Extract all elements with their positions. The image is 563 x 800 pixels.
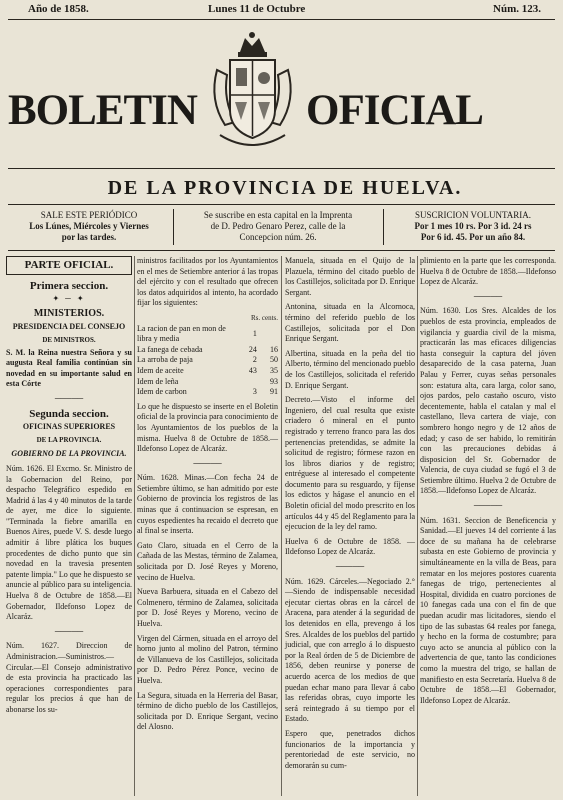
mine-la-segura: La Segura, situada en la Herreria del Basar, término de dicho pueblo de los Castillejos, solicitada por D. Enrique Sergant, vecino del Alosno.	[137, 690, 278, 732]
price-cell-ct: 93	[270, 376, 278, 386]
coat-of-arms-icon	[205, 30, 300, 160]
publication-schedule: SALE ESTE PERIÓDICO Los Lúnes, Miércoles y Viernes por las tardes.	[29, 210, 149, 242]
article-1627-cont: ministros facilitados por los Ayuntamientos en el mes de Setiembre anterior á las tropas del ejército y con el resultado que ofrecen los datos adquiridos al intento, ha acordado fijar los siguientes:	[137, 256, 278, 308]
price-cell-rs: 43	[248, 365, 257, 375]
divider	[8, 19, 555, 20]
divider	[8, 168, 555, 169]
article-1629-closing: plimiento en la parte que les corresponda. Huelva 8 de Octubre de 1858.—Ildefonso Lopez de Alcaráz.	[420, 256, 556, 287]
price-cell-rs	[236, 377, 257, 388]
price-cell-ct: 50	[270, 355, 278, 365]
mine-antonina: Antonina, situada en la Alcornoca, término del referido pueblo de los Castillejos, solicitada por el Don Enrique Sergant.	[285, 302, 415, 344]
article-1628: Núm. 1628. Minas.—Con fecha 24 de Setiembre último, se han admitido por este Gobierno de provincia los registros de las minas que á continuacion se espresan, en cuyos espedientes ha recaido el decreto que al final se inserta.	[137, 473, 278, 536]
price-row	[137, 355, 278, 366]
decree-signature: Huelva 6 de Octubre de 1858. —Ildefonso Lopez de Alcaráz.	[285, 536, 415, 557]
price-cell-item: La arroba de paja	[137, 355, 193, 365]
column-4	[420, 256, 556, 710]
separator: ─────	[54, 393, 84, 403]
separator: ─────	[54, 626, 84, 636]
section-heading: Primera seccion.	[29, 279, 109, 292]
separator: ─────	[473, 501, 503, 511]
divider	[8, 250, 555, 251]
column-3	[285, 256, 415, 775]
price-cell-rs: 3	[252, 387, 257, 397]
decree-text: Decreto.—Visto el informe del Ingeniero, del cual resulta que existe criadero ó mineral en el punto registrado y terreno franco para las dos pertenencias pretendidas, se admite la solicitud de registro; fórmese razon en los libros diarios y de registro; entréguese al interesado el competente documento para su resguardo, y fíjense los edictos y hágase el anuncio en el Boletin oficial del modo prescrito en los artículos 44 y 45 del Reglamento para la ejecucion de la ley del ramo.	[285, 395, 415, 532]
price-cell-ct: 91	[270, 387, 278, 397]
dateline	[8, 3, 555, 17]
subscription-address: Se suscribe en esta capital en la Imprenta de D. Pedro Genaro Perez, calle de la Concepcion núm. 26.	[203, 210, 353, 242]
price-cell-rs: 1	[252, 328, 257, 338]
column-1	[6, 256, 132, 720]
section-heading: Segunda seccion.	[29, 407, 109, 420]
subscription-info	[8, 207, 555, 247]
masthead-subtitle: DE LA PROVINCIA DE HUELVA.	[107, 177, 463, 199]
price-row	[137, 387, 278, 398]
mine-virgen-del-carmen: Virgen del Cármen, situada en el arroyo del horno junto al molino del Patron, término de Villanueva de los Castillejos, solicitada por D. Pedro Pérez Ponce, vecino de Huelva.	[137, 633, 278, 685]
price-cell-item: Idem de carbon	[137, 387, 187, 397]
article-1627: Núm. 1627. Direccion de Administracion.—Suministros.—Circular.—El Consejo administrativo de esta provincia ha practicado las operaciones correspondientes para regular los precios á que han de abonarse los su-	[6, 641, 132, 714]
price-cell-ct: 16	[270, 344, 278, 354]
price-row	[137, 345, 278, 356]
oficinas-heading: OFICINAS SUPERIORES	[22, 422, 116, 432]
price-cell-item: Idem de leña	[137, 376, 179, 386]
divider	[173, 209, 174, 245]
divider	[8, 204, 555, 205]
mine-manuela: Manuela, situada en el Quijo de la Plazuela, término del citado pueblo de los Castillejos, solicitada por D. Enrique Sergant.	[285, 256, 415, 297]
masthead-title-left: BOLETIN	[8, 87, 197, 134]
price-cell-ct	[257, 324, 278, 345]
price-cell-ct: 35	[270, 365, 278, 375]
ornament: ✦ ─ ✦	[52, 294, 86, 304]
article-1629-cont: Espero que, penetrados dichos funcionarios de la importancia y perentoriedad de este servicio, no demorarán su cum-	[285, 728, 415, 770]
ministros-subheading: DE MINISTROS.	[42, 335, 96, 344]
price-cell-rs: 2	[252, 355, 257, 365]
price-cell-item: La racion de pan en mon de libra y media	[137, 323, 226, 344]
issue-year: Año de 1858.	[28, 3, 89, 15]
gobierno-heading: GOBIERNO DE LA PROVINCIA.	[11, 449, 127, 459]
price-row	[137, 366, 278, 377]
separator: ─────	[335, 562, 365, 572]
mine-nueva-barbuera: Nueva Barbuera, situada en el Cabezo del Colmenero, término de Zalamea, solicitada por D. José Reyes y Moreno, vecino de Huelva.	[137, 587, 278, 628]
article-1626: Núm. 1626. El Excmo. Sr. Ministro de la Gobernacion del Reino, por despacho Telegráfico espedido en Madrid á las 4 y 40 minutos de la tarde de ayer, me dice lo siguiente. "Terminada la fiebre amarilla en Buenos Aires, puede V. S. desde luego admitir á libre plática los buques procedentes de dicho punto que sin novedad en la travesia presenten patente limpia." Lo que he dispuesto se anuncie al público para su inteligencia. Huelva 8 de Octubre de 1858.—El Gobernador, Ildefonso Lopez de Alcaráz.	[6, 463, 132, 622]
article-1631: Núm. 1631. Seccion de Beneficencia y Sanidad.—El jueves 14 del corriente á las doce de su mañana ha de celebrarse subasta en este Gobierno de provincia y simultáneamente en la villa de Beas, para rematar en los mejores postores cuarenta fanegas de trigo, pertenecientes al Hospital, dividida en cuatro porciones de 10 fanegas cada una con el fin de que puedan acudir mas licitadores, siendo el tipo de las subastas 64 reales por fanega, y hecho en la forma de costumbre; para cuyo acto se anuncia al público con la advertencia de que, tanto las condiciones como la muestra del trigo, se hallan de manifiesto en esta Secretaría. Huelva 8 de Octubre de 1858.—El Gobernador, Ildefonso Lopez de Alcaráz.	[420, 515, 556, 705]
section-box-title: PARTE OFICIAL.	[6, 256, 132, 275]
article-1627-closing: Lo que he dispuesto se inserte en el Boletin oficial de la provincia para conocimiento de los Ayuntamientos de los pueblos de la misma. Huelva 8 de Octubre de 1858.—Ildefonso Lopez de Alcaráz.	[137, 401, 278, 454]
price-cell-item: Idem de aceite	[137, 365, 184, 375]
separator: ─────	[193, 458, 222, 468]
mine-albertina: Albertina, situada en la peña del tio Alberto, término del mencionado pueblo de los Castillejos, solicitada el referido D. Enrique Sergant.	[285, 348, 415, 390]
price-cell-item: La fanega de cebada	[137, 344, 203, 354]
column-divider	[134, 256, 135, 796]
price-row	[137, 324, 278, 345]
ministerios-heading: MINISTERIOS.	[33, 307, 105, 319]
mine-gato-claro: Gato Claro, situada en el Cerro de la Cañada de las Mestas, término de Zalamea, solicitada por D. José Reyes y Moreno, vecino de Huelva.	[137, 540, 278, 582]
masthead-title-right: OFICIAL	[306, 87, 483, 134]
article-1630: Núm. 1630. Los Sres. Alcaldes de los pueblos de esta provincia, empleados de vigilancia y guardia civil de la misma, practicarán las mas eficaces diligencias hasta conseguir la captura del jóven desaparecido de la casa paterna, Juan Palau y Ferrer, cuyas señas personales son: estatura alta, cara larga, color sano, ojos pardos, pelo castaño oscuro, visto decentemente, habla el catalan y mal el castellano, lleva cartera de viaje, con sombrero hongo negro y de 12 años de edad; y caso de ser habido, lo remitirán con las precauciones debidas á disposicion del Sr. Gobernador de Valencia, de cuya ciudad se fugó el 3 de Setiembre último. Huelva 2 de Octubre de 1858.—Ildefonso Lopez de Alcaráz.	[420, 306, 556, 496]
presidencia-heading: PRESIDENCIA DEL CONSEJO	[12, 322, 126, 332]
separator: ─────	[473, 291, 503, 301]
article-1629: Núm. 1629. Cárceles.—Negociado 2.°—Siendo de indispensable necesidad ejecutar ciertas obras en la cárcel de Aracena, para atender á la seguridad de los detenidos en ella, prevengo á los Sres. Alcaldes de los pueblos del partido judicial, que con arreglo á lo dispuesto por la Real órden de 5 de Diciembre de 1856, deben reunirse y ponerse de acuerdo acerca de los medios de que puedan echar mano para llevar á cabo las referidas obras, cuyo importe les será reintegrado á su tiempo por el Estado.	[285, 576, 415, 724]
royal-health-notice: S. M. la Reina nuestra Señora y su augusta Real familia continúan sin novedad en su importante salud en esta Córte	[6, 347, 132, 389]
price-units: Rs. cents.	[250, 313, 278, 322]
divider	[383, 209, 384, 245]
subscription-prices: SUSCRICION VOLUNTARIA. Por 1 mes 10 rs. Por 3 id. 24 rs Por 6 id. 45. Por un año 84.	[414, 210, 532, 242]
price-row	[137, 377, 278, 388]
column-divider	[417, 256, 418, 796]
column-2	[137, 256, 278, 737]
issue-number: Núm. 123.	[493, 3, 541, 15]
column-divider	[281, 256, 282, 796]
price-table	[137, 324, 278, 398]
issue-date: Lunes 11 de Octubre	[208, 3, 306, 15]
provincia-subheading: DE LA PROVINCIA.	[36, 435, 102, 444]
price-cell-rs: 24	[248, 344, 257, 354]
